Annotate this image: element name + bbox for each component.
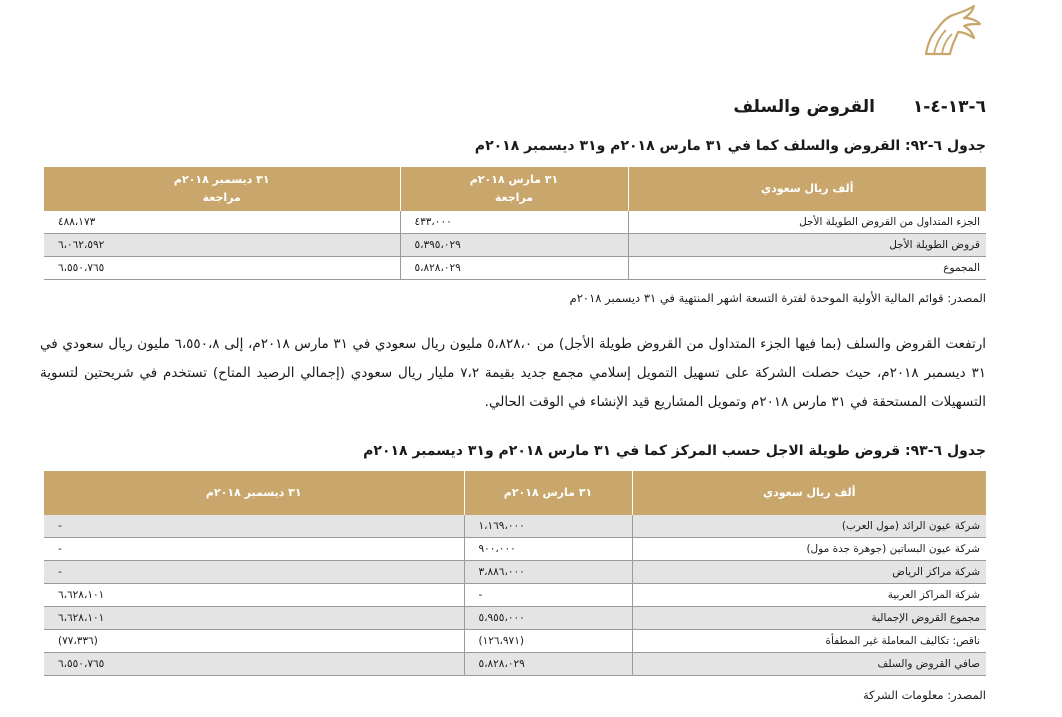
row-label: شركة المراكز العربية <box>632 584 986 607</box>
row-label: المجموع <box>628 257 986 280</box>
cell-value: ٥،٩٥٥،٠٠٠ <box>464 607 632 630</box>
cell-value: ١،١٦٩،٠٠٠ <box>464 515 632 538</box>
cell-value: (١٢٦،٩٧١) <box>464 630 632 653</box>
table2-title: جدول ٦-٩٣: قروض طويلة الاجل حسب المركز كما في ٣١ مارس ٢٠١٨م و٣١ ديسمبر ٢٠١٨م <box>363 443 986 459</box>
section-title: القروض والسلف <box>733 97 875 117</box>
table-row <box>44 653 986 676</box>
section-number: ٦-١٣-٤-١ <box>912 97 986 117</box>
cell-value: ٥،٣٩٥،٠٢٩ <box>400 234 628 257</box>
header-col1: ٣١ مارس ٢٠١٨م <box>464 471 632 515</box>
row-label: شركة مراكز الرياض <box>632 561 986 584</box>
cell-value: (٧٧،٣٣٦) <box>44 630 464 653</box>
cell-value: - <box>44 538 464 561</box>
row-label: الجزء المتداول من القروض الطويلة الأجل <box>628 211 986 234</box>
header-col1: ٣١ مارس ٢٠١٨م مراجعة <box>400 167 628 211</box>
table-row <box>44 607 986 630</box>
row-label: شركة عيون البساتين (جوهرة جدة مول) <box>632 538 986 561</box>
cell-value: ٦،٦٢٨،١٠١ <box>44 607 464 630</box>
header-col2: ٣١ ديسمبر ٢٠١٨م <box>44 471 464 515</box>
horse-head-icon <box>912 4 982 56</box>
cell-value: ٦،٥٥٠،٧٦٥ <box>44 257 400 280</box>
table1-title: جدول ٦-٩٢: القروض والسلف كما في ٣١ مارس ٢٠١٨م و٣١ ديسمبر ٢٠١٨م <box>474 138 986 154</box>
table-row <box>44 561 986 584</box>
table-row <box>44 234 986 257</box>
table1-source: المصدر: قوائم المالية الأولية الموحدة لفترة التسعة اشهر المنتهية في ٣١ ديسمبر ٢٠١٨م <box>569 291 986 305</box>
cell-value: ٦،٠٦٢،٥٩٢ <box>44 234 400 257</box>
table-row <box>44 257 986 280</box>
row-label: صافي القروض والسلف <box>632 653 986 676</box>
row-label: ناقص: تكاليف المعاملة غير المطفأة <box>632 630 986 653</box>
header-col2: ٣١ ديسمبر ٢٠١٨م مراجعة <box>44 167 400 211</box>
cell-value: ٤٣٣،٠٠٠ <box>400 211 628 234</box>
cell-value: ٣،٨٨٦،٠٠٠ <box>464 561 632 584</box>
section-heading <box>733 97 986 117</box>
body-paragraph: ارتفعت القروض والسلف (بما فيها الجزء المتداول من القروض طويلة الأجل) من ٥،٨٢٨،٠ مليون ريال سعودي في ٣١ مارس ٢٠١٨م، إلى ٦،٥٥٠،٨ مليون ريال سعودي في ٣١ ديسمبر ٢٠١٨م، حيث حصلت الشركة على تسهيل التمويل إسلامي مجمع جديد بقيمة ٧،٢ مليار ريال سعودي (إجمالي الرصيد المتاح) تستخدم في شريحتين لتسوية التسهيلات المستحقة في ٣١ مارس ٢٠١٨م وتمويل المشاريع قيد الإنشاء في الوقت الحالي. <box>40 336 987 410</box>
row-label: قروض الطويلة الأجل <box>628 234 986 257</box>
table-row <box>44 630 986 653</box>
cell-value: - <box>44 561 464 584</box>
header-label: ألف ريال سعودي <box>628 167 986 211</box>
cell-value: ٩٠٠،٠٠٠ <box>464 538 632 561</box>
cell-value: ٥،٨٢٨،٠٢٩ <box>464 653 632 676</box>
loans-by-center-table <box>44 471 986 676</box>
cell-value: - <box>44 515 464 538</box>
row-label: شركة عيون الرائد (مول العرب) <box>632 515 986 538</box>
cell-value: ٤٨٨،١٧٣ <box>44 211 400 234</box>
row-label: مجموع القروض الإجمالية <box>632 607 986 630</box>
table-row <box>44 584 986 607</box>
table-row <box>44 515 986 538</box>
cell-value: - <box>464 584 632 607</box>
table-row <box>44 538 986 561</box>
header-label: ألف ريال سعودي <box>632 471 986 515</box>
loans-table <box>44 167 986 280</box>
cell-value: ٦،٥٥٠،٧٦٥ <box>44 653 464 676</box>
cell-value: ٥،٨٢٨،٠٢٩ <box>400 257 628 280</box>
cell-value: ٦،٦٢٨،١٠١ <box>44 584 464 607</box>
table2-source: المصدر: معلومات الشركة <box>863 688 986 702</box>
table-row <box>44 211 986 234</box>
